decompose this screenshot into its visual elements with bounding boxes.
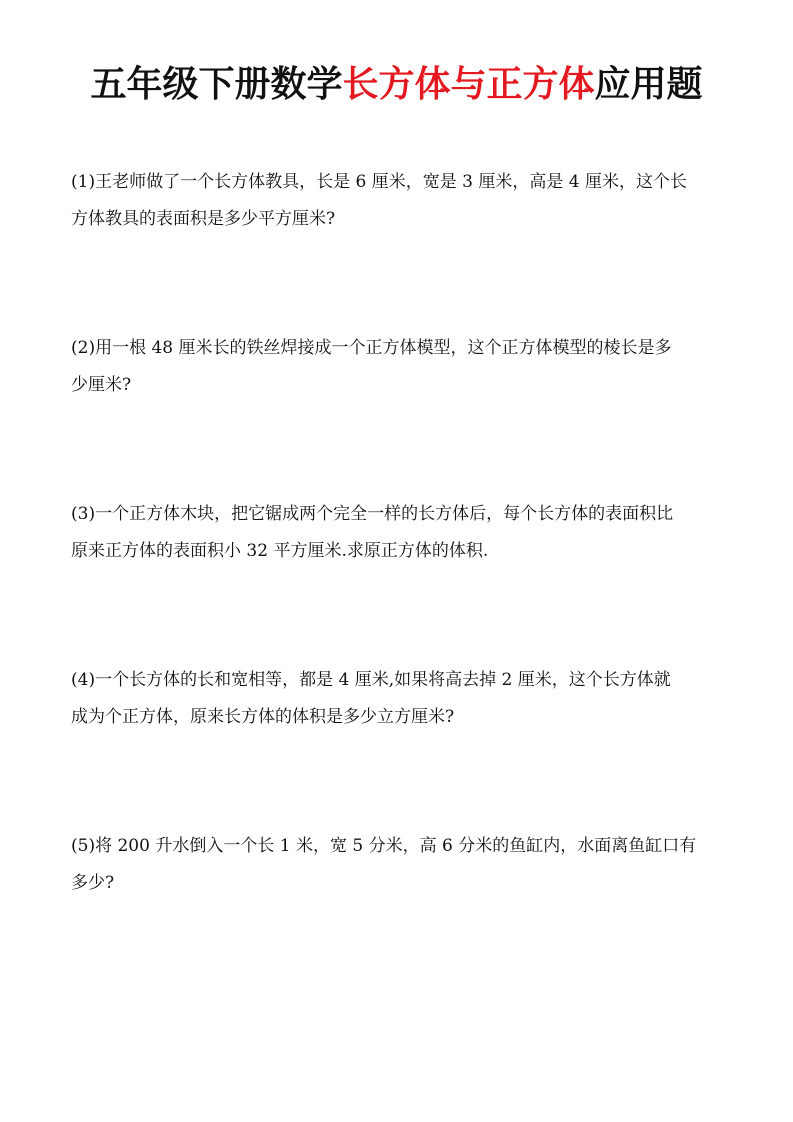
problem-4 — [71, 662, 723, 736]
problem-3 — [71, 496, 723, 570]
problem-5-line-2: 多少? — [71, 873, 115, 893]
problem-4-line-1: (4)一个长方体的长和宽相等，都是 4 厘米,如果将高去掉 2 厘米，这个长方体就 — [71, 670, 671, 690]
title-part-grade: 五年级下册数学 — [90, 63, 343, 105]
problem-3-line-2: 原来正方体的表面积小 32 平方厘米.求原正方体的体积. — [71, 541, 489, 561]
problem-3-line-1: (3)一个正方体木块，把它锯成两个完全一样的长方体后，每个长方体的表面积比 — [71, 504, 674, 524]
title-part-type: 应用题 — [594, 63, 703, 105]
problem-1 — [71, 164, 723, 238]
problem-1-line-2: 方体教具的表面积是多少平方厘米? — [71, 209, 336, 229]
problem-1-line-1: (1)王老师做了一个长方体教具，长是 6 厘米，宽是 3 厘米，高是 4 厘米，这个长 — [71, 172, 687, 192]
page-title — [0, 58, 793, 110]
problem-2-line-1: (2)用一根 48 厘米长的铁丝焊接成一个正方体模型，这个正方体模型的棱长是多 — [71, 338, 672, 358]
problem-2 — [71, 330, 723, 404]
problem-5-line-1: (5)将 200 升水倒入一个长 1 米，宽 5 分米，高 6 分米的鱼缸内，水面离鱼缸口有 — [71, 836, 697, 856]
problem-5 — [71, 828, 723, 902]
problem-4-line-2: 成为个正方体，原来长方体的体积是多少立方厘米? — [71, 707, 455, 727]
title-part-topic: 长方体与正方体 — [342, 63, 595, 105]
problem-2-line-2: 少厘米? — [71, 375, 132, 395]
